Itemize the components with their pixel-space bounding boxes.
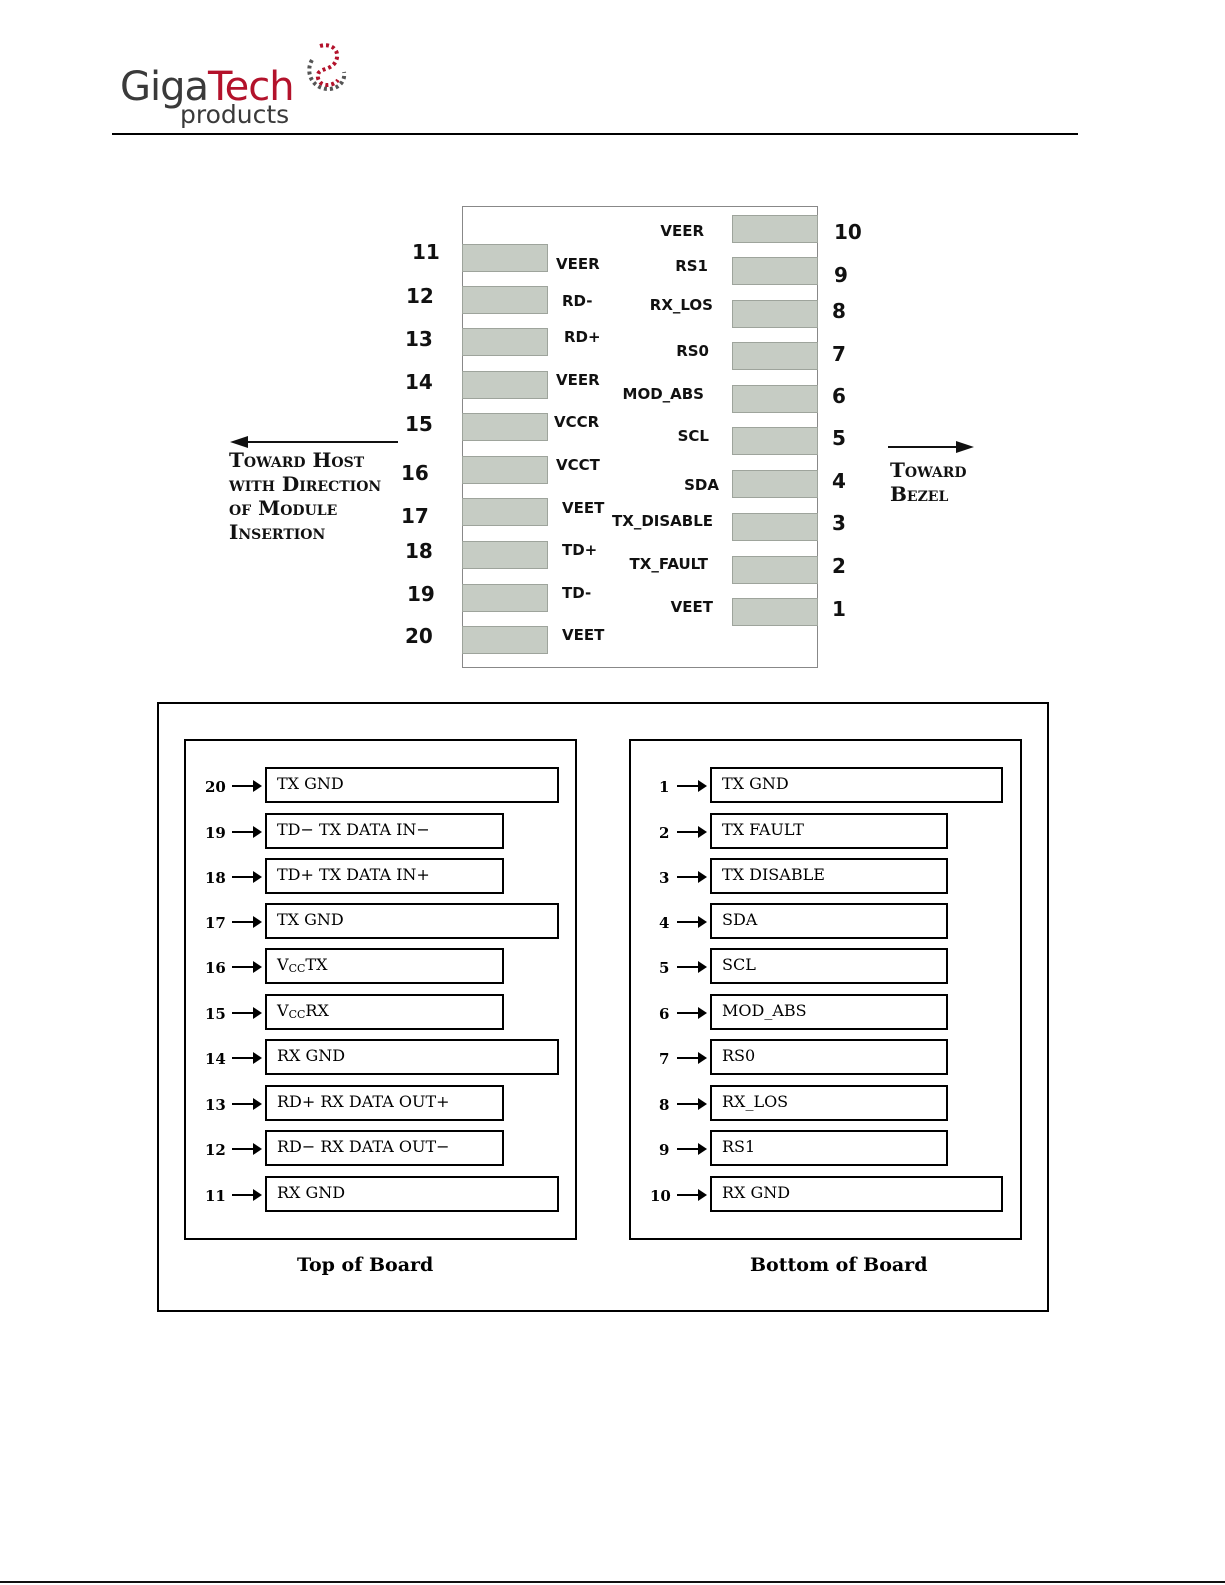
- pin-number: 9: [834, 263, 848, 287]
- arrow-right-icon: [232, 1057, 258, 1059]
- pin-number: 14: [405, 370, 433, 394]
- pin-signal-label: VEER: [660, 222, 704, 240]
- pin-number: 19: [407, 582, 435, 606]
- pin-number: 15: [405, 412, 433, 436]
- pin-signal-label: VEET: [562, 626, 605, 644]
- pin-signal-label: RX_LOS: [649, 296, 713, 314]
- arrow-right-icon: [232, 921, 258, 923]
- pad-11: [462, 244, 548, 272]
- board-pin-number: 12: [205, 1141, 226, 1159]
- pin-number: 11: [412, 240, 440, 264]
- board-pin-number: 1: [659, 778, 670, 796]
- pad-16: [462, 456, 548, 484]
- arrow-right-icon: [232, 966, 258, 968]
- bottom-of-board-caption: Bottom of Board: [750, 1254, 928, 1276]
- board-pin-signal-cell: TD− TX DATA IN−: [265, 813, 504, 849]
- board-pin-signal-cell: TX DISABLE: [710, 858, 948, 894]
- board-pin-signal-cell: RD+ RX DATA OUT+: [265, 1085, 504, 1121]
- board-pin-number: 14: [205, 1050, 226, 1068]
- board-pin-number: 6: [659, 1005, 670, 1023]
- pin-number: 18: [405, 539, 433, 563]
- pad-1: [732, 598, 818, 626]
- board-pin-signal-cell: TX GND: [265, 767, 559, 803]
- toward-host-label: [229, 448, 381, 544]
- board-pin-number: 8: [659, 1096, 670, 1114]
- pin-signal-label: TX_DISABLE: [612, 512, 713, 530]
- pin-signal-label: VEET: [562, 499, 605, 517]
- right-arrow-icon: [956, 441, 974, 453]
- pin-number: 1: [832, 597, 846, 621]
- board-pin-number: 5: [659, 959, 670, 977]
- arrow-right-icon: [677, 966, 703, 968]
- pad-13: [462, 328, 548, 356]
- pad-19: [462, 584, 548, 612]
- left-arrow-icon: [230, 436, 248, 448]
- pin-signal-label: RS1: [675, 257, 708, 275]
- top-of-board-caption: Top of Board: [297, 1254, 434, 1276]
- pin-signal-label: MOD_ABS: [622, 385, 704, 403]
- board-pin-signal-cell: MOD_ABS: [710, 994, 948, 1030]
- board-pin-signal-cell: RS0: [710, 1039, 948, 1075]
- board-pin-number: 4: [659, 914, 670, 932]
- board-pin-number: 7: [659, 1050, 670, 1068]
- pin-number: 6: [832, 384, 846, 408]
- arrow-right-icon: [232, 1194, 258, 1196]
- arrow-right-icon: [677, 876, 703, 878]
- board-pin-signal-cell: RX GND: [710, 1176, 1003, 1212]
- pin-signal-label: VEER: [556, 255, 600, 273]
- pin-number: 16: [401, 461, 429, 485]
- pin-number: 3: [832, 511, 846, 535]
- toward-bezel-line: Bezel: [890, 482, 949, 506]
- board-pin-number: 9: [659, 1141, 670, 1159]
- board-pin-signal-cell: RX_LOS: [710, 1085, 948, 1121]
- arrow-right-icon: [677, 1057, 703, 1059]
- board-pin-signal-cell: TX GND: [265, 903, 559, 939]
- pin-number: 12: [406, 284, 434, 308]
- logo-tech-text: Tech: [208, 64, 294, 110]
- board-pin-number: 2: [659, 824, 670, 842]
- arrow-right-icon: [677, 785, 703, 787]
- pin-number: 7: [832, 342, 846, 366]
- toward-host-line: Toward Host: [229, 448, 365, 472]
- board-pin-signal-cell: $V_{CC}TX$: [265, 948, 504, 984]
- board-pin-number: 20: [205, 778, 226, 796]
- pin-number: 8: [832, 299, 846, 323]
- arrow-right-icon: [677, 921, 703, 923]
- pad-6: [732, 385, 818, 413]
- arrow-right-icon: [232, 876, 258, 878]
- pin-number: 20: [405, 624, 433, 648]
- pin-signal-label: VEER: [556, 371, 600, 389]
- pad-4: [732, 470, 818, 498]
- pad-3: [732, 513, 818, 541]
- board-pin-number: 13: [205, 1096, 226, 1114]
- pad-8: [732, 300, 818, 328]
- pin-signal-label: SDA: [684, 476, 719, 494]
- pin-signal-label: TX_FAULT: [629, 555, 708, 573]
- pad-20: [462, 626, 548, 654]
- pad-10: [732, 215, 818, 243]
- pin-signal-label: RS0: [676, 342, 709, 360]
- board-pin-number: 17: [205, 914, 226, 932]
- pad-15: [462, 413, 548, 441]
- board-pin-number: 16: [205, 959, 226, 977]
- connector-pinout-diagram: [0, 0, 1225, 700]
- arrow-right-icon: [232, 1148, 258, 1150]
- pin-signal-label: TD+: [562, 541, 598, 559]
- arrow-right-icon: [677, 831, 703, 833]
- footer-divider: [0, 1581, 1225, 1583]
- toward-bezel-line: Toward: [890, 458, 967, 482]
- arrow-right-icon: [232, 1103, 258, 1105]
- pad-9: [732, 257, 818, 285]
- pin-signal-label: SCL: [677, 427, 709, 445]
- logo-products-text: products: [180, 100, 290, 129]
- pin-number: 5: [832, 426, 846, 450]
- pin-number: 13: [405, 327, 433, 351]
- pin-signal-label: VCCR: [554, 413, 600, 431]
- arrow-right-icon: [232, 785, 258, 787]
- pin-signal-label: RD+: [564, 328, 601, 346]
- toward-host-arrow-line: [246, 441, 398, 443]
- pad-18: [462, 541, 548, 569]
- board-pin-number: 19: [205, 824, 226, 842]
- board-pin-signal-cell: TX FAULT: [710, 813, 948, 849]
- board-pin-number: 10: [650, 1187, 671, 1205]
- logo-giga-text: Giga: [120, 64, 209, 110]
- board-pin-signal-cell: TD+ TX DATA IN+: [265, 858, 504, 894]
- pin-signal-label: TD-: [562, 584, 592, 602]
- toward-bezel-arrow-line: [888, 446, 958, 448]
- arrow-right-icon: [677, 1148, 703, 1150]
- board-pin-signal-cell: RX GND: [265, 1176, 559, 1212]
- arrow-right-icon: [677, 1012, 703, 1014]
- pin-signal-label: VEET: [670, 598, 713, 616]
- arrow-right-icon: [232, 831, 258, 833]
- pad-17: [462, 498, 548, 526]
- board-pin-number: 3: [659, 869, 670, 887]
- board-pin-signal-cell: SDA: [710, 903, 948, 939]
- board-pin-signal-cell: RX GND: [265, 1039, 559, 1075]
- board-pin-signal-cell: $V_{CC}RX$: [265, 994, 504, 1030]
- board-pin-signal-cell: SCL: [710, 948, 948, 984]
- pad-14: [462, 371, 548, 399]
- pin-signal-label: VCCT: [556, 456, 600, 474]
- pad-5: [732, 427, 818, 455]
- board-pin-number: 18: [205, 869, 226, 887]
- board-pin-signal-cell: RS1: [710, 1130, 948, 1166]
- pin-number: 10: [834, 220, 862, 244]
- board-pin-signal-cell: RD− RX DATA OUT−: [265, 1130, 504, 1166]
- pin-signal-label: RD-: [562, 292, 593, 310]
- pin-number: 17: [401, 504, 429, 528]
- pad-12: [462, 286, 548, 314]
- pad-7: [732, 342, 818, 370]
- arrow-right-icon: [677, 1103, 703, 1105]
- pin-number: 2: [832, 554, 846, 578]
- pin-number: 4: [832, 469, 846, 493]
- toward-bezel-label: [890, 458, 967, 506]
- board-pin-number: 11: [205, 1187, 226, 1205]
- board-pin-number: 15: [205, 1005, 226, 1023]
- arrow-right-icon: [232, 1012, 258, 1014]
- toward-host-line: of Module: [229, 496, 338, 520]
- arrow-right-icon: [677, 1194, 703, 1196]
- pad-2: [732, 556, 818, 584]
- toward-host-line: Insertion: [229, 520, 326, 544]
- board-pin-signal-cell: TX GND: [710, 767, 1003, 803]
- toward-host-line: with Direction: [229, 472, 382, 496]
